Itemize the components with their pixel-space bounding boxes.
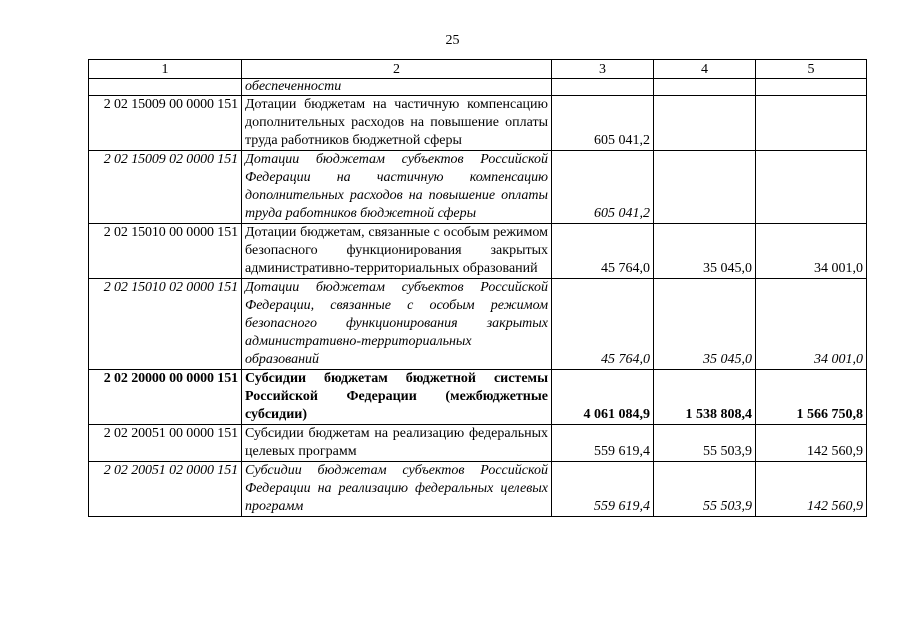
row-description: Дотации бюджетам субъектов Российской Федерации, связанные с особым режимом безопасного функционирования закрытых административно-территориальных образований [242, 279, 552, 370]
row-value-col3: 605 041,2 [552, 151, 654, 224]
row-value-col5 [756, 151, 867, 224]
row-value-col4 [654, 96, 756, 151]
row-description: Дотации бюджетам субъектов Российской Федерации на частичную компенсацию дополнительных расходов на повышение оплаты труда работников бюджетной сферы [242, 151, 552, 224]
column-header-3: 3 [552, 60, 654, 79]
row-value-col5: 34 001,0 [756, 224, 867, 279]
column-header-4: 4 [654, 60, 756, 79]
row-value-col5: 1 566 750,8 [756, 370, 867, 425]
table-header-row [89, 60, 867, 79]
row-value-col5 [756, 79, 867, 96]
table-row [89, 279, 867, 370]
row-description: Субсидии бюджетам бюджетной системы Российской Федерации (межбюджетные субсидии) [242, 370, 552, 425]
row-value-col5: 142 560,9 [756, 425, 867, 462]
column-header-1: 1 [89, 60, 242, 79]
row-code: 2 02 15010 02 0000 151 [89, 279, 242, 370]
table-row [89, 462, 867, 517]
row-code: 2 02 15009 00 0000 151 [89, 96, 242, 151]
row-code: 2 02 20000 00 0000 151 [89, 370, 242, 425]
row-description: Дотации бюджетам на частичную компенсацию дополнительных расходов на повышение оплаты труда работников бюджетной сферы [242, 96, 552, 151]
row-code: 2 02 15010 00 0000 151 [89, 224, 242, 279]
row-value-col3: 4 061 084,9 [552, 370, 654, 425]
table-row [89, 151, 867, 224]
row-code [89, 79, 242, 96]
row-description: обеспеченности [242, 79, 552, 96]
row-value-col3: 605 041,2 [552, 96, 654, 151]
column-header-2: 2 [242, 60, 552, 79]
table-row [89, 96, 867, 151]
budget-table [88, 59, 867, 517]
column-header-5: 5 [756, 60, 867, 79]
row-value-col4: 35 045,0 [654, 224, 756, 279]
row-code: 2 02 15009 02 0000 151 [89, 151, 242, 224]
table-row [89, 425, 867, 462]
row-value-col4: 55 503,9 [654, 425, 756, 462]
row-value-col4: 1 538 808,4 [654, 370, 756, 425]
page-number: 25 [445, 33, 460, 48]
row-code: 2 02 20051 02 0000 151 [89, 462, 242, 517]
row-value-col3 [552, 79, 654, 96]
table-row [89, 79, 867, 96]
row-value-col3: 45 764,0 [552, 279, 654, 370]
row-value-col4 [654, 79, 756, 96]
row-value-col3: 559 619,4 [552, 425, 654, 462]
row-description: Дотации бюджетам, связанные с особым режимом безопасного функционирования закрытых административно-территориальных образований [242, 224, 552, 279]
table-row [89, 370, 867, 425]
row-value-col3: 45 764,0 [552, 224, 654, 279]
row-value-col3: 559 619,4 [552, 462, 654, 517]
row-description: Субсидии бюджетам субъектов Российской Федерации на реализацию федеральных целевых программ [242, 462, 552, 517]
row-value-col5: 34 001,0 [756, 279, 867, 370]
row-value-col5 [756, 96, 867, 151]
row-code: 2 02 20051 00 0000 151 [89, 425, 242, 462]
row-value-col4 [654, 151, 756, 224]
table-row [89, 224, 867, 279]
row-description: Субсидии бюджетам на реализацию федеральных целевых программ [242, 425, 552, 462]
row-value-col4: 35 045,0 [654, 279, 756, 370]
row-value-col4: 55 503,9 [654, 462, 756, 517]
row-value-col5: 142 560,9 [756, 462, 867, 517]
